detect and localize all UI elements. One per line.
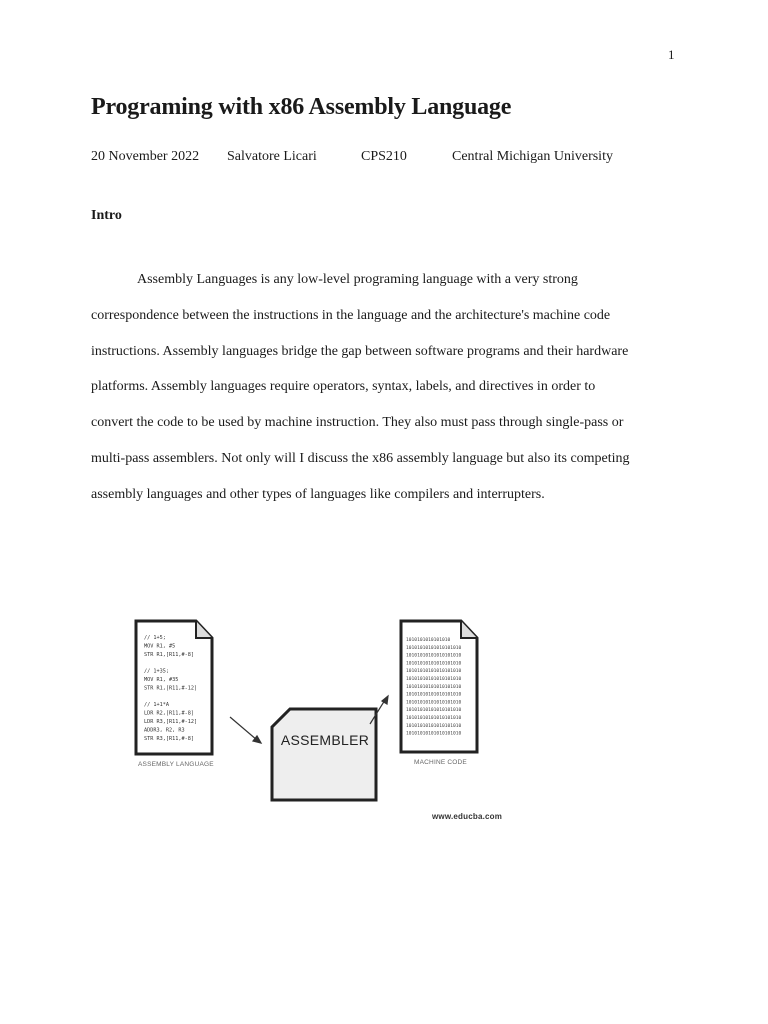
machine-code-line: 10101010101010101010 (406, 700, 462, 706)
machine-code-line: 10101010101010101010 (406, 716, 462, 721)
machine-code-line: 10101010101010101010 (406, 645, 462, 651)
assembly-code-line: STR R1,[R11,#-8] (144, 651, 194, 658)
paragraph-line: instructions. Assembly languages bridge the gap between software programs and their hardware (91, 343, 629, 359)
meta-author: Salvatore Licari (227, 149, 317, 164)
assembler-diagram-graphic (126, 612, 526, 832)
assembly-code-line: ADDR3, R2, R3 (144, 727, 185, 734)
machine-code-line: 1010101010101010 (406, 638, 451, 643)
meta-school: Central Michigan University (452, 149, 613, 164)
machine-code-caption: MACHINE CODE (414, 759, 467, 766)
machine-code-document-icon (401, 621, 477, 752)
assembly-code-line: LDR R3,[R11,#-12] (144, 719, 198, 725)
page-number: 1 (668, 47, 675, 62)
machine-code-line: 10101010101010101010 (406, 731, 462, 737)
arrow-to-assembler (230, 717, 261, 743)
machine-code-line: 10101010101010101010 (406, 692, 462, 698)
machine-code-line: 10101010101010101010 (406, 677, 462, 682)
paragraph-line: assembly languages and other types of languages like compilers and interrupters. (91, 486, 545, 502)
meta-date: 20 November 2022 (91, 149, 200, 164)
assembler-diagram (126, 612, 526, 832)
assembly-code-line: LDR R2,[R11,#-8] (144, 710, 194, 717)
figure-source-url: www.educba.com (432, 812, 503, 821)
machine-code-line: 10101010101010101010 (406, 684, 462, 690)
machine-code-line: 10101010101010101010 (406, 669, 462, 675)
paragraph-line: platforms. Assembly languages require operators, syntax, labels, and directives in order to (91, 379, 596, 395)
paragraph-line: convert the code to be used by machine instruction. They also must pass through single-pass or (91, 415, 624, 431)
assembly-code-line: MOV R1, #5 (144, 643, 176, 650)
assembly-code-line: STR R3,[R11,#-8] (144, 735, 194, 742)
assembly-document-icon (136, 621, 212, 754)
assembly-code-line: MOV R1, #35 (144, 677, 179, 683)
assembly-language-caption: ASSEMBLY LANGUAGE (138, 761, 214, 768)
machine-code-line: 10101010101010101010 (406, 708, 462, 714)
paragraph-line: correspondence between the instructions in the language and the architecture's machine code (91, 307, 611, 323)
assembly-code-line: // 1+35; (144, 668, 169, 675)
paragraph-line: Assembly Languages is any low-level programing language with a very strong (137, 272, 578, 287)
assembly-code-line: // 1+1*A (144, 702, 169, 709)
section-heading-intro: Intro (91, 208, 122, 223)
assembly-code-line: STR R1,[R11,#-12] (144, 685, 198, 692)
document-title: Programing with x86 Assembly Language (91, 94, 512, 120)
paragraph-line: multi-pass assemblers. Not only will I discuss the x86 assembly language but also its competing (91, 450, 630, 466)
assembler-label: ASSEMBLER (280, 732, 370, 748)
intro-paragraph (91, 262, 681, 513)
meta-course: CPS210 (361, 149, 407, 164)
machine-code-line: 10101010101010101010 (406, 723, 462, 729)
machine-code-line: 10101010101010101010 (406, 661, 462, 667)
machine-code-line: 10101010101010101010 (406, 653, 462, 659)
assembler-box (272, 709, 376, 800)
assembly-code-line: // 1+5; (144, 635, 166, 641)
